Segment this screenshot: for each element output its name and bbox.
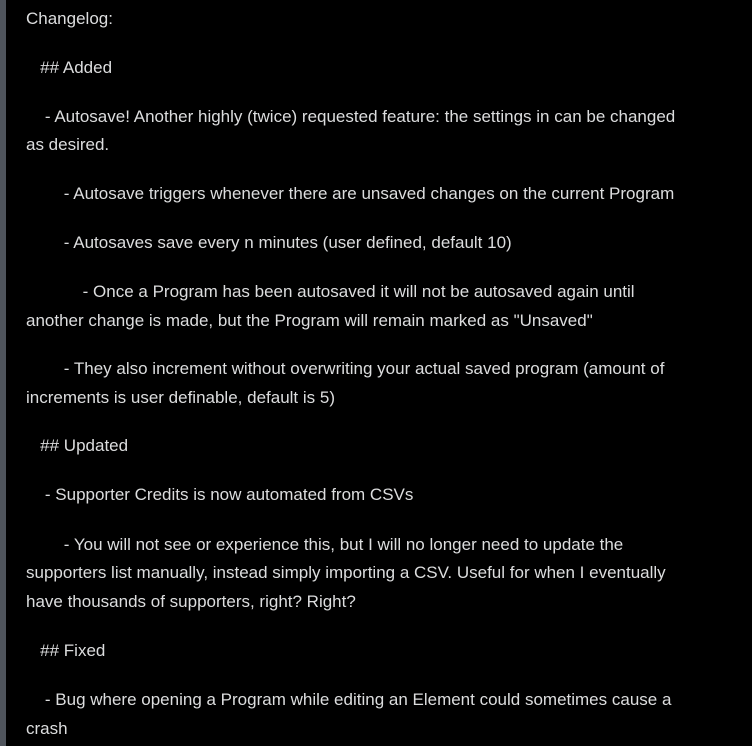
section-heading-fixed: ## Fixed bbox=[26, 641, 106, 660]
section-heading-added: ## Added bbox=[26, 58, 113, 77]
list-item: - Autosave! Another highly (twice) requested feature: the settings in can be changed bbox=[26, 107, 676, 126]
list-item: - Supporter Credits is now automated from CSVs bbox=[26, 485, 414, 504]
list-item-continuation: have thousands of supporters, right? Right? bbox=[26, 592, 356, 611]
list-item-continuation: as desired. bbox=[26, 135, 110, 154]
changelog-title: Changelog: bbox=[26, 9, 113, 28]
blockquote-bar bbox=[0, 0, 6, 746]
list-item-continuation: another change is made, but the Program will remain marked as "Unsaved" bbox=[26, 311, 593, 330]
list-item: - You will not see or experience this, but I will no longer need to update the bbox=[26, 535, 624, 554]
list-item-continuation: crash bbox=[26, 719, 68, 738]
list-item: - They also increment without overwriting your actual saved program (amount of bbox=[26, 359, 665, 378]
list-item: - Autosaves save every n minutes (user defined, default 10) bbox=[26, 233, 512, 252]
list-item: - Bug where opening a Program while editing an Element could sometimes cause a bbox=[26, 690, 672, 709]
section-heading-updated: ## Updated bbox=[26, 436, 129, 455]
list-item-continuation: increments is user definable, default is 5) bbox=[26, 388, 335, 407]
list-item: - Once a Program has been autosaved it will not be autosaved again until bbox=[26, 282, 635, 301]
list-item-continuation: supporters list manually, instead simply importing a CSV. Useful for when I eventually bbox=[26, 563, 666, 582]
list-item: - Autosave triggers whenever there are unsaved changes on the current Program bbox=[26, 184, 675, 203]
